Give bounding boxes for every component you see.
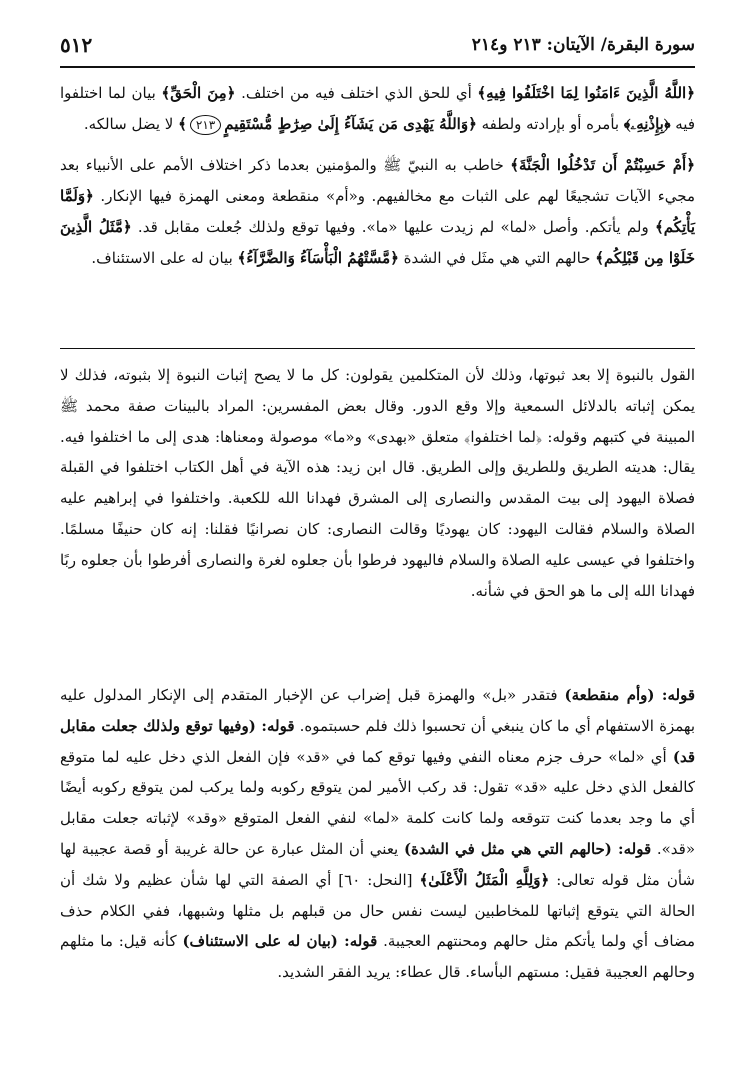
quran-quote: ﴿مَّثَلُ الَّذِينَ خَلَوْا مِن قَبْلِكُم﴾: [60, 218, 695, 267]
commentary-body: أي الصفة التي لها شأن عظيم ولا شك أن الحالة التي يتوقع إثباتها للمخاطبين ليست نفس حال من قبلهم بل مثلها وشبهها، ففي الكلام حذف مضاف أي ولما يأتكم مثل حالهم ومحنتهم العجيبة.: [60, 870, 695, 951]
quran-quote: ﴿مِنَ الْحَقِّ﴾: [161, 84, 236, 102]
commentary-body: يعني أن المثل عبارة عن حالة غريبة أو قصة عجيبة لها شأن مثل قوله تعالى:: [60, 839, 696, 889]
commentary-label: قوله: [349, 932, 378, 951]
commentary-label: قوله: [667, 686, 695, 704]
main-paragraph: [60, 150, 695, 274]
commentary-label: قوله: [266, 716, 295, 735]
tafsir-text: بيان لما اختلفوا فيه: [60, 84, 695, 133]
page-number: ٥١٢: [60, 33, 93, 57]
quran-quote: ﴿وَاللَّهُ يَهْدِى مَن يَشَآءُ إِلَىٰ صِرَٰطٍ مُّسْتَقِيمٍ: [224, 115, 477, 133]
quran-quote: ﴿مَّسَّتْهُمُ الْبَأْسَآءُ وَالضَّرَّآءُ﴾: [237, 249, 399, 267]
commentary-head: : (حالهم التي هي مثل في الشدة): [403, 839, 624, 858]
surah-title: سورة البقرة/ الآيتان: ٢١٣ و٢١٤: [471, 35, 695, 55]
quran-quote: ﴿بِإِذْنِهِۦ﴾: [623, 115, 671, 133]
commentary-body: كأنه قيل: ما مثلهم وحالهم العجيبة فقيل: مستهم البأساء. قال عطاء: يريد الفقر الشديد.: [60, 932, 695, 982]
tafsir-text: لا يضل سالكه.: [83, 115, 179, 133]
commentary-head: : (وأم منقطعة): [564, 686, 668, 704]
quran-quote-end: ﴾: [178, 115, 187, 133]
main-text: [60, 78, 695, 284]
header-divider: [60, 66, 695, 68]
footnote-block: [60, 360, 695, 606]
tafsir-text: أي للحق الذي اختلف فيه من اختلف.: [235, 84, 478, 102]
verse-number-badge: ٢١٣: [190, 115, 221, 135]
commentary-head: : (وفيها توقع ولذلك جعلت مقابل قد): [60, 716, 695, 766]
quran-quote: ﴿اللَّهُ الَّذِينَ ءَامَنُوا لِمَا اخْتَلَفُوا فِيهِ﴾: [477, 84, 696, 102]
verse-reference: [النحل: ٦٠]: [338, 870, 420, 889]
tafsir-text: خاطب به النبيّ ﷺ والمؤمنين بعدما ذكر اختلاف الأمم على الأنبياء بعد مجيء الآيات تشجيعًا لهم على الثبات مع مخالفيهم. و«أم» منقطعة ومعنى الهمزة فيها الإنكار.: [60, 156, 695, 205]
page-header: [60, 28, 695, 62]
tafsir-text: حالهم التي هي مثَل في الشدة: [398, 249, 596, 267]
commentary-head: : (بيان له على الاستئناف): [182, 932, 350, 951]
section-divider: [60, 348, 695, 349]
commentary-label: قوله: [623, 839, 652, 858]
tafsir-text: بيان له على الاستئناف.: [91, 249, 238, 267]
tafsir-text: بأمره أو بإرادته ولطفه: [476, 115, 624, 133]
commentary-body: أي «لما» حرف جزم معناه النفي وفيها توقع كما في «قد» فإن الفعل الذي دخل عليه لما متوقع كالفعل الذي دخل عليه «قد» تقول: قد ركب الأمير لمن يتوقع ركوبه ولما يركب لمن يتوقع ركوبه أيضًا أي ما وجد بعدما كنت تتوقعه ولما كانت كلمة «لما» لنفي الفعل المتوقع «وقد» لإثباته جعلت مقابل «قد».: [60, 747, 696, 858]
commentary-body: فتقدر «بل» والهمزة قبل إضراب عن الإخبار المتقدم إلى الإنكار المدلول عليه بهمزة الاستفهام أي ما كان ينبغي أن تحسبوا ذلك فلم حسبتموه.: [60, 686, 696, 735]
main-paragraph: [60, 78, 695, 140]
tafsir-text: ولم يأتكم. وأصل «لما» لم زيدت عليها «ما». وفيها توقع ولذلك جُعلت مقابل قد.: [131, 218, 656, 236]
quran-quote: ﴿وَلِلَّهِ الْمَثَلُ الْأَعْلَىٰ﴾: [419, 870, 550, 889]
quran-quote: ﴿وَلَمَّا يَأْتِكُم﴾: [60, 187, 695, 236]
quran-quote: ﴿أَمْ حَسِبْتُمْ أَن تَدْخُلُوا الْجَنَّةَ﴾: [510, 156, 695, 174]
commentary-text: [60, 680, 695, 988]
commentary-block: [60, 680, 695, 988]
footnote-text: القول بالنبوة إلا بعد ثبوتها، وذلك لأن المتكلمين يقولون: كل ما لا يصح إثبات النبوة إلا بثبوته، فذلك لا يمكن إثباته بالدلائل السمعية وإلا وقع الدور. وقال بعض المفسرين: المراد بالبينات صفة محمد ﷺ المبينة في كتبهم وقوله: ﴿لما اختلفوا﴾ متعلق «بهدى» و«ما» موصولة ومعناها: هدى إلى ما اختلفوا فيه. يقال: هديته الطريق وللطريق وإلى الطريق. قال ابن زيد: هذه الآية في أهل الكتاب اختلفوا في القبلة فصلاة اليهود إلى بيت المقدس والنصارى إلى المشرق فهدانا الله للكعبة. واختلفوا في إبراهيم عليه الصلاة والسلام فقالت اليهود: كان يهوديًا وقالت النصارى: كان نصرانيًا فقلنا: إنه كان حنيفًا مسلمًا. واختلفوا في عيسى عليه الصلاة والسلام فاليهود فرطوا بأن جعلوه لغرة والنصارى أفرطوا بأن جعلوه ربًا فهدانا الله إلى ما هو الحق في شأنه.: [60, 366, 695, 600]
